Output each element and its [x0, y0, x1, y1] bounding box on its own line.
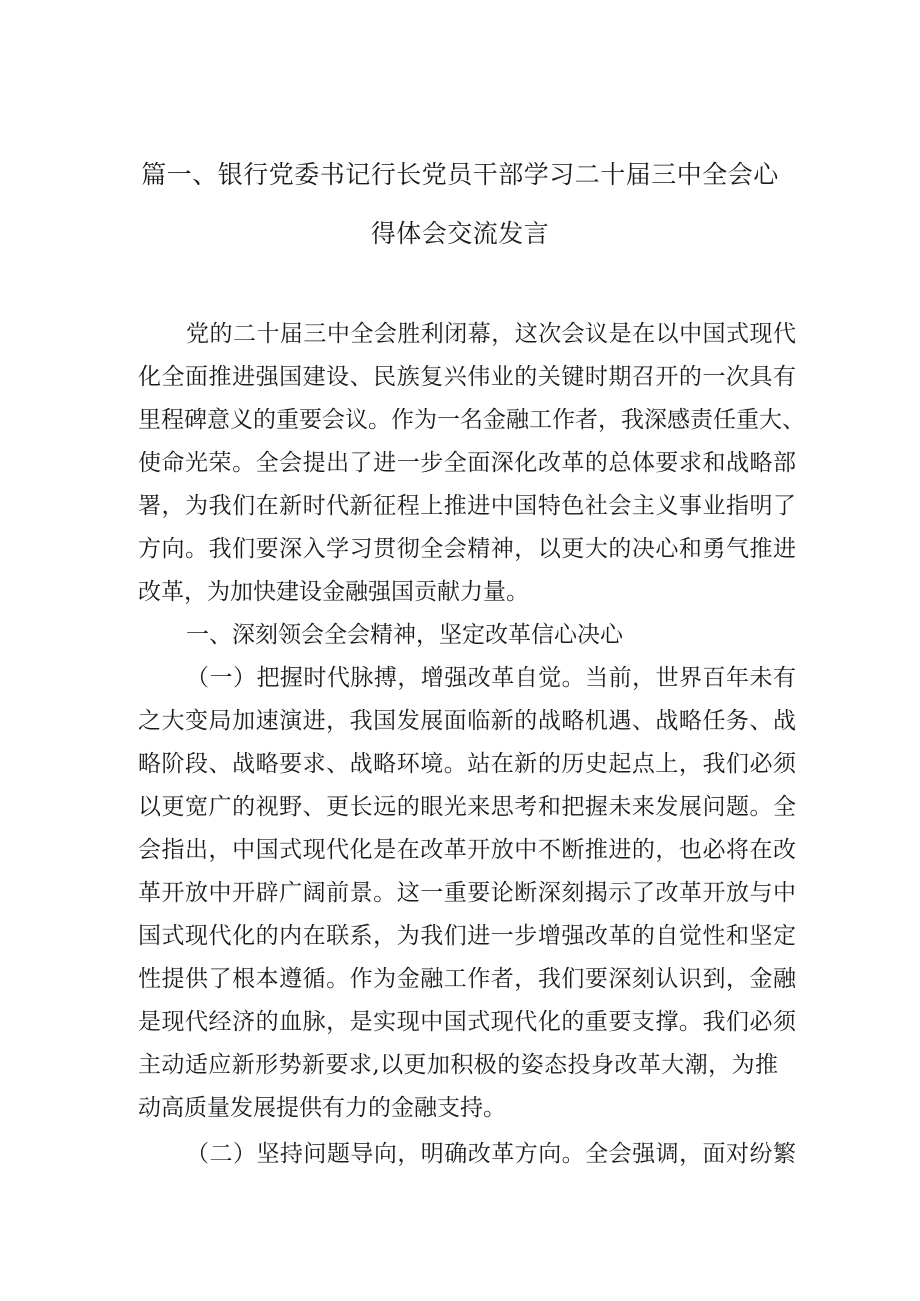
- para1-line-3: 略阶段、战略要求、战略环境。站在新的历史起点上，我们必须: [138, 751, 796, 777]
- document-title-line-2: 得体会交流发言: [370, 219, 550, 248]
- para1-line-2: 之大变局加速演进，我国发展面临新的战略机遇、战略任务、战: [138, 708, 796, 734]
- para1-line-10: 主动适应新形势新要求,以更加积极的姿态投身改革大潮，为推: [138, 1052, 778, 1078]
- para1-line-11: 动高质量发展提供有力的金融支持。: [138, 1095, 506, 1121]
- intro-line-5: 署，为我们在新时代新征程上推进中国特色社会主义事业指明了: [138, 493, 796, 519]
- intro-line-2: 化全面推进强国建设、民族复兴伟业的关键时期召开的一次具有: [138, 364, 796, 390]
- para1-line-8: 性提供了根本遵循。作为金融工作者，我们要深刻认识到，金融: [138, 966, 796, 992]
- document-title-line-1: 篇一、银行党委书记行长党员干部学习二十届三中全会心: [141, 160, 779, 189]
- para1-line-5: 会指出，中国式现代化是在改革开放中不断推进的，也必将在改: [138, 837, 796, 863]
- intro-line-1: 党的二十届三中全会胜利闭幕，这次会议是在以中国式现代: [186, 321, 796, 347]
- para1-line-1: （一）把握时代脉搏，增强改革自觉。当前，世界百年未有: [186, 665, 796, 691]
- para1-line-6: 革开放中开辟广阔前景。这一重要论断深刻揭示了改革开放与中: [138, 880, 796, 906]
- para1-line-9: 是现代经济的血脉，是实现中国式现代化的重要支撑。我们必须: [138, 1009, 796, 1035]
- intro-line-3: 里程碑意义的重要会议。作为一名金融工作者，我深感责任重大、: [138, 407, 805, 433]
- intro-line-6: 方向。我们要深入学习贯彻全会精神，以更大的决心和勇气推进: [138, 536, 796, 562]
- para2-line-1: （二）坚持问题导向，明确改革方向。全会强调，面对纷繁: [186, 1141, 796, 1167]
- para1-line-4: 以更宽广的视野、更长远的眼光来思考和把握未来发展问题。全: [138, 794, 796, 820]
- section-1-heading: 一、深刻领会全会精神，坚定改革信心决心: [186, 622, 623, 648]
- para1-line-7: 国式现代化的内在联系，为我们进一步增强改革的自觉性和坚定: [138, 923, 796, 949]
- intro-line-7: 改革，为加快建设金融强国贡献力量。: [138, 579, 529, 605]
- intro-line-4: 使命光荣。全会提出了进一步全面深化改革的总体要求和战略部: [138, 450, 796, 476]
